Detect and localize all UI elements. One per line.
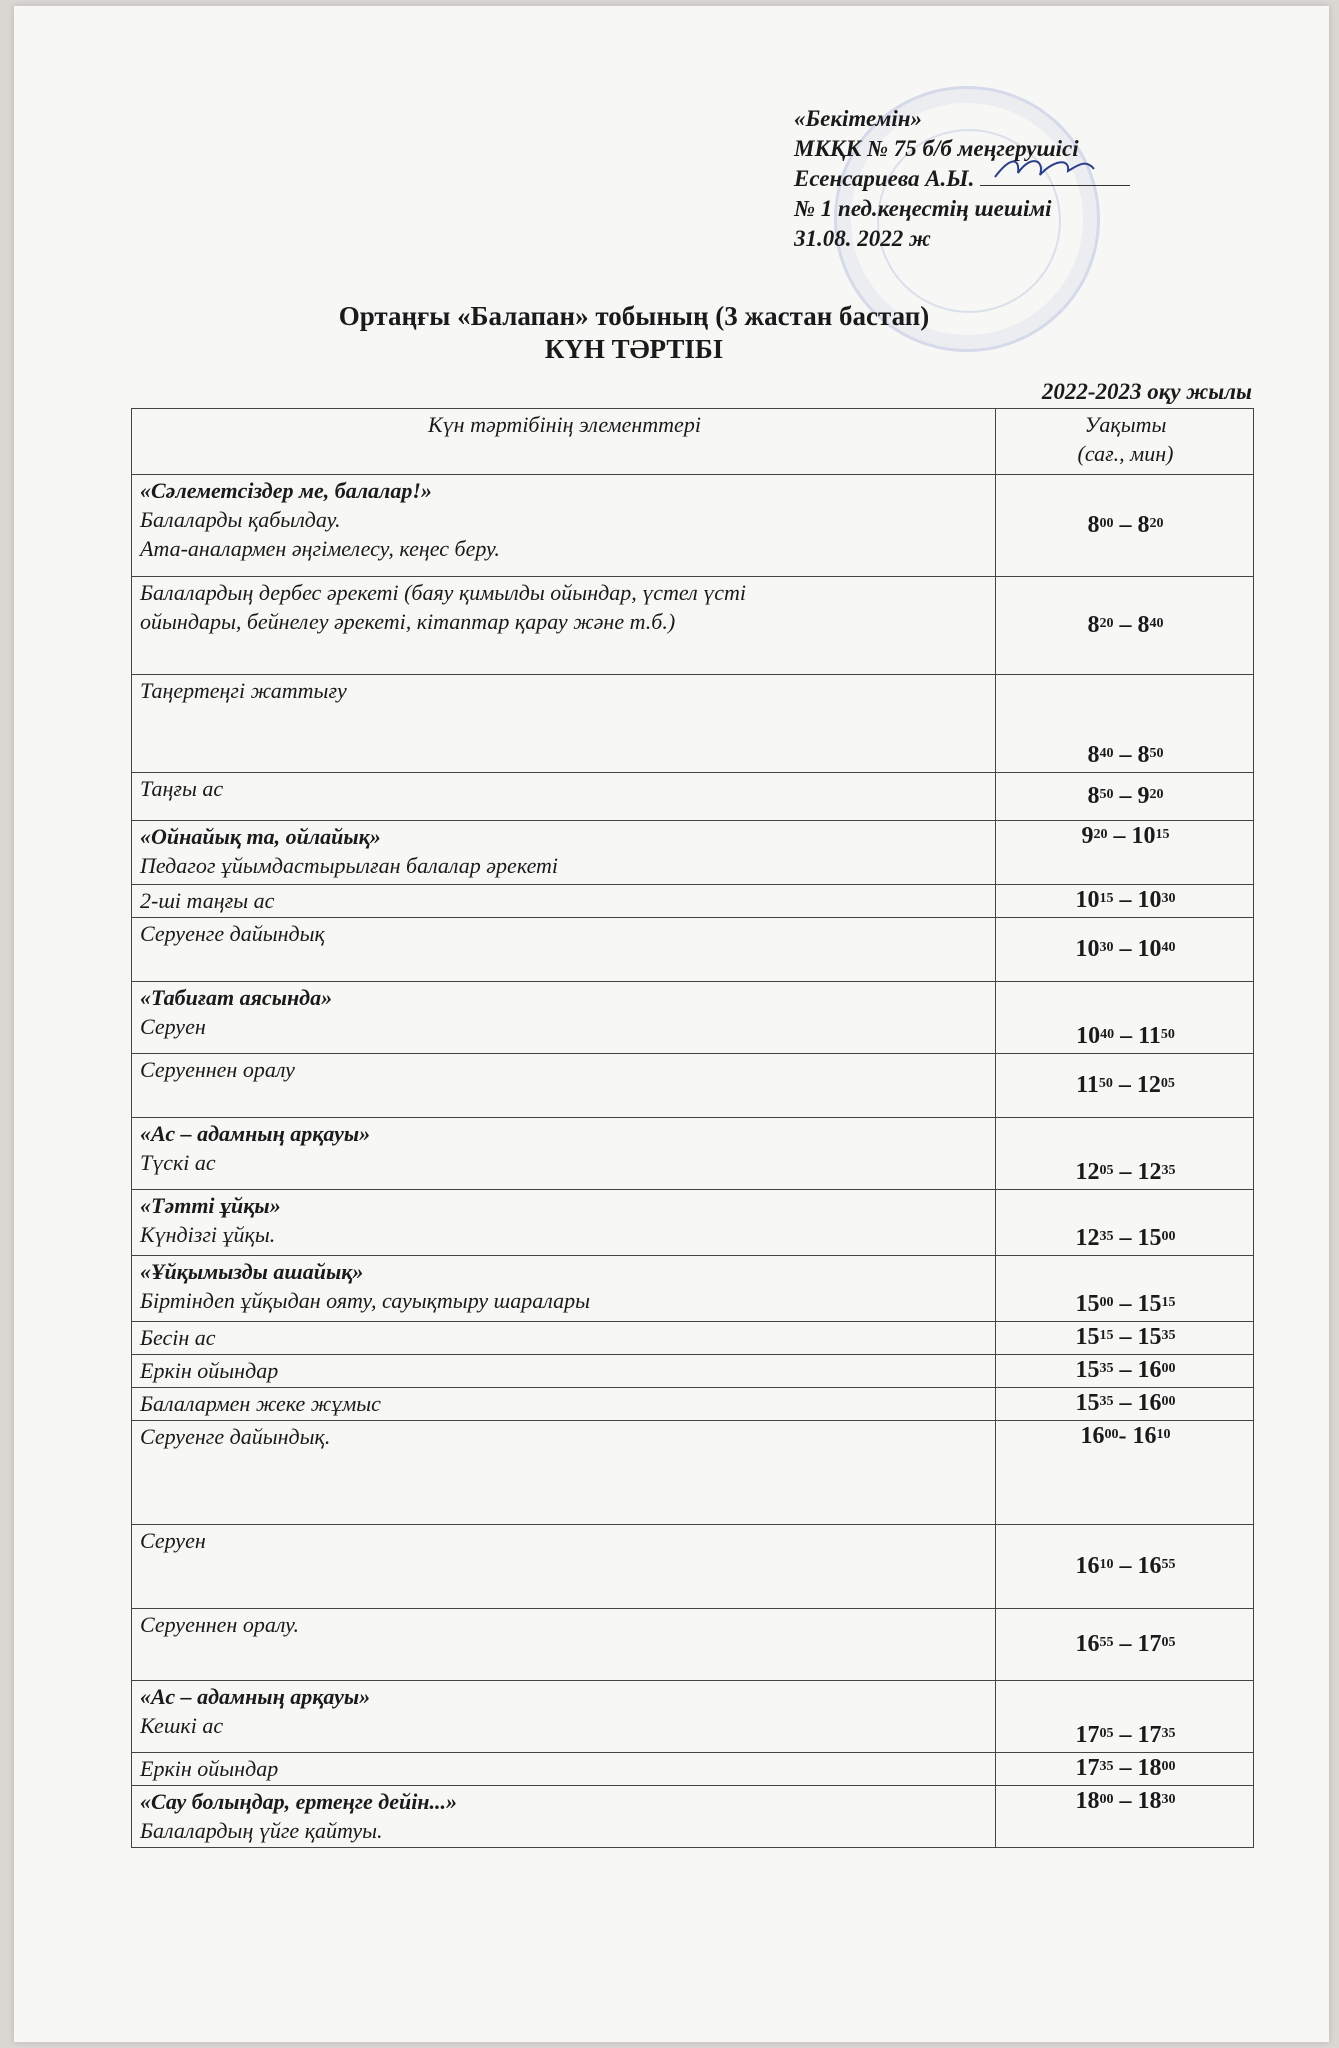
start-hour: 16 xyxy=(1080,1423,1105,1449)
time-separator: – xyxy=(1114,1023,1139,1049)
time-separator: – xyxy=(1113,511,1138,538)
end-minute: 00 xyxy=(1161,1759,1176,1774)
activity-text: Таңертеңгі жаттығу xyxy=(140,678,347,703)
activity-text: Серуенге дайындық xyxy=(140,921,325,946)
activity-heading: «Сәлеметсіздер ме, балалар!» xyxy=(140,478,432,503)
table-header-row xyxy=(132,409,1254,475)
time-separator: – xyxy=(1113,782,1138,809)
start-minute: 35 xyxy=(1099,1394,1114,1409)
end-hour: 16 xyxy=(1132,1423,1157,1449)
time-cell xyxy=(996,1786,1254,1848)
time-cell xyxy=(996,475,1254,577)
time-cell xyxy=(996,1681,1254,1753)
header-time-label: Уақыты xyxy=(1084,412,1167,437)
time-cell xyxy=(996,1118,1254,1190)
start-hour: 12 xyxy=(1075,1159,1100,1185)
time-cell xyxy=(996,918,1254,982)
activity-heading: «Ұйқымызды ашайық» xyxy=(140,1259,364,1284)
time-cell xyxy=(996,821,1254,885)
start-minute: 05 xyxy=(1099,1726,1114,1741)
end-hour: 12 xyxy=(1136,1071,1161,1098)
time-separator: – xyxy=(1113,742,1138,768)
start-hour: 12 xyxy=(1075,1225,1100,1251)
activity-text: Еркін ойындар xyxy=(140,1358,279,1383)
end-hour: 15 xyxy=(1137,1225,1162,1251)
start-hour: 18 xyxy=(1075,1788,1100,1814)
table-row xyxy=(132,1421,1254,1525)
activity-text: Балаларды қабылдау. xyxy=(140,507,341,532)
end-minute: 20 xyxy=(1149,786,1164,802)
activity-text: Серуеннен оралу. xyxy=(140,1612,300,1637)
time-cell xyxy=(996,1753,1254,1786)
table-row xyxy=(132,1681,1254,1753)
end-hour: 17 xyxy=(1137,1630,1162,1657)
end-hour: 18 xyxy=(1137,1788,1162,1814)
end-minute: 30 xyxy=(1161,891,1176,906)
activity-cell xyxy=(132,1786,996,1848)
end-minute: 50 xyxy=(1160,1027,1175,1042)
end-hour: 15 xyxy=(1137,1324,1162,1350)
time-separator: – xyxy=(1113,1788,1138,1814)
activity-cell xyxy=(132,675,996,773)
start-minute: 40 xyxy=(1100,1027,1115,1042)
document-page xyxy=(14,6,1329,2042)
time-cell xyxy=(996,1388,1254,1421)
activity-cell xyxy=(132,1054,996,1118)
start-hour: 17 xyxy=(1075,1722,1100,1748)
activity-text: Біртіндеп ұйқыдан ояту, сауықтыру шаралары xyxy=(140,1288,591,1313)
table-row xyxy=(132,885,1254,918)
activity-text: Кешкі ас xyxy=(140,1713,224,1738)
start-hour: 15 xyxy=(1075,1357,1100,1383)
activity-text: Серуен xyxy=(140,1014,206,1039)
activity-cell xyxy=(132,918,996,982)
time-separator: – xyxy=(1112,1071,1137,1098)
title-group: Ортаңғы «Балапан» тобының (3 жастан бастап) xyxy=(338,301,930,331)
table-row xyxy=(132,1054,1254,1118)
activity-cell xyxy=(132,577,996,675)
start-minute: 00 xyxy=(1099,1295,1114,1310)
start-hour: 10 xyxy=(1076,1023,1101,1049)
time-separator: – xyxy=(1113,1159,1138,1185)
activity-cell xyxy=(132,773,996,821)
time-separator: – xyxy=(1113,1225,1138,1251)
time-cell xyxy=(996,1609,1254,1681)
end-minute: 20 xyxy=(1149,515,1164,531)
time-cell xyxy=(996,577,1254,675)
end-hour: 8 xyxy=(1137,611,1150,638)
table-row xyxy=(132,1609,1254,1681)
end-hour: 17 xyxy=(1137,1722,1162,1748)
end-minute: 15 xyxy=(1155,827,1170,842)
activity-cell xyxy=(132,1355,996,1388)
end-hour: 8 xyxy=(1137,742,1150,768)
start-minute: 15 xyxy=(1099,1328,1114,1343)
time-separator: – xyxy=(1113,611,1138,638)
time-cell xyxy=(996,1322,1254,1355)
end-minute: 00 xyxy=(1161,1361,1176,1376)
time-cell xyxy=(996,1355,1254,1388)
activity-text: Түскі ас xyxy=(140,1150,216,1175)
time-separator: – xyxy=(1107,823,1132,849)
activity-cell xyxy=(132,1256,996,1322)
approval-position: МКҚК № 75 б/б меңгерушісі xyxy=(794,136,1079,161)
start-minute: 35 xyxy=(1099,1361,1114,1376)
start-minute: 35 xyxy=(1099,1759,1114,1774)
time-separator: – xyxy=(1113,1390,1138,1416)
activity-cell xyxy=(132,1322,996,1355)
end-minute: 55 xyxy=(1161,1556,1176,1572)
activity-text: Балалардың дербес әрекеті (баяу қимылды ойындар, үстел үсті xyxy=(140,580,746,605)
header-time xyxy=(996,409,1254,475)
time-separator: – xyxy=(1113,1291,1138,1317)
activity-cell xyxy=(132,475,996,577)
time-cell xyxy=(996,1525,1254,1609)
activity-text: Ата-аналармен әңгімелесу, кеңес беру. xyxy=(140,536,500,561)
end-minute: 30 xyxy=(1161,1792,1176,1807)
table-row xyxy=(132,675,1254,773)
activity-text: 2-ші таңғы ас xyxy=(140,888,275,913)
end-hour: 16 xyxy=(1137,1390,1162,1416)
time-cell xyxy=(996,885,1254,918)
start-hour: 8 xyxy=(1087,611,1100,638)
table-row xyxy=(132,1786,1254,1848)
time-separator: – xyxy=(1113,1324,1138,1350)
activity-text: Бесін ас xyxy=(140,1325,216,1350)
start-hour: 17 xyxy=(1075,1755,1100,1781)
start-minute: 00 xyxy=(1099,515,1114,531)
activity-heading: «Ас – адамның арқауы» xyxy=(140,1121,371,1146)
approval-signer xyxy=(794,164,1214,194)
start-minute: 55 xyxy=(1099,1634,1114,1650)
approval-block xyxy=(794,104,1214,254)
start-minute: 50 xyxy=(1099,786,1114,802)
activity-heading: «Ас – адамның арқауы» xyxy=(140,1684,371,1709)
activity-text: Таңғы ас xyxy=(140,776,224,801)
document-title xyxy=(124,300,1144,366)
start-hour: 10 xyxy=(1075,887,1100,913)
start-hour: 9 xyxy=(1081,823,1094,849)
time-separator: – xyxy=(1113,887,1138,913)
end-hour: 15 xyxy=(1137,1291,1162,1317)
activity-text: Балалардың үйге қайтуы. xyxy=(140,1818,383,1843)
table-row xyxy=(132,918,1254,982)
table-row xyxy=(132,1753,1254,1786)
activity-text: Серуеннен оралу xyxy=(140,1057,295,1082)
activity-heading: «Сау болыңдар, ертеңге дейін...» xyxy=(140,1789,458,1814)
time-cell xyxy=(996,1054,1254,1118)
start-hour: 15 xyxy=(1075,1324,1100,1350)
signer-name: Есенсариева А.Ы. xyxy=(794,166,975,191)
activity-text: Серуен xyxy=(140,1528,206,1553)
end-minute: 00 xyxy=(1161,1229,1176,1244)
end-minute: 05 xyxy=(1160,1075,1175,1091)
table-row xyxy=(132,982,1254,1054)
time-separator: – xyxy=(1113,1357,1138,1383)
start-minute: 30 xyxy=(1099,939,1114,955)
activity-cell xyxy=(132,1681,996,1753)
table-row xyxy=(132,577,1254,675)
end-hour: 12 xyxy=(1137,1159,1162,1185)
time-cell xyxy=(996,675,1254,773)
title-daily-routine: КҮН ТӘРТІБІ xyxy=(544,334,724,364)
activity-text: Серуенге дайындық. xyxy=(140,1424,331,1449)
end-minute: 40 xyxy=(1161,939,1176,955)
signature xyxy=(980,165,1130,186)
end-hour: 10 xyxy=(1137,935,1162,962)
time-separator: – xyxy=(1113,1552,1138,1579)
signature-scribble xyxy=(990,155,1140,183)
end-hour: 18 xyxy=(1137,1755,1162,1781)
start-minute: 20 xyxy=(1099,615,1114,631)
end-minute: 15 xyxy=(1161,1295,1176,1310)
end-minute: 35 xyxy=(1161,1726,1176,1741)
activity-cell xyxy=(132,885,996,918)
start-hour: 8 xyxy=(1087,511,1100,538)
end-minute: 50 xyxy=(1149,746,1164,761)
end-hour: 8 xyxy=(1137,511,1150,538)
time-cell xyxy=(996,982,1254,1054)
activity-heading: «Тәтті ұйқы» xyxy=(140,1193,281,1218)
activity-cell xyxy=(132,1190,996,1256)
start-minute: 15 xyxy=(1099,891,1114,906)
start-hour: 8 xyxy=(1087,742,1100,768)
activity-cell xyxy=(132,982,996,1054)
activity-text: Педагог ұйымдастырылған балалар әрекеті xyxy=(140,853,559,878)
end-hour: 16 xyxy=(1137,1357,1162,1383)
time-separator: - xyxy=(1118,1423,1133,1449)
approval-council-decision: № 1 пед.кеңестің шешімі xyxy=(794,196,1052,221)
activity-heading: «Табиғат аясында» xyxy=(140,985,333,1010)
table-row xyxy=(132,773,1254,821)
table-row xyxy=(132,1118,1254,1190)
end-hour: 16 xyxy=(1137,1552,1162,1579)
time-cell xyxy=(996,1421,1254,1525)
time-separator: – xyxy=(1113,1722,1138,1748)
start-hour: 10 xyxy=(1075,935,1100,962)
table-row xyxy=(132,1190,1254,1256)
time-separator: – xyxy=(1113,1755,1138,1781)
start-minute: 05 xyxy=(1099,1163,1114,1178)
activity-text: Күндізгі ұйқы. xyxy=(140,1222,276,1247)
academic-year: 2022-2023 оқу жылы xyxy=(1041,379,1252,404)
time-cell xyxy=(996,1256,1254,1322)
end-hour: 10 xyxy=(1137,887,1162,913)
activity-text: ойындары, бейнелеу әрекеті, кітаптар қарау және т.б.) xyxy=(140,609,676,634)
start-hour: 15 xyxy=(1075,1390,1100,1416)
activity-text: Еркін ойындар xyxy=(140,1756,279,1781)
end-minute: 35 xyxy=(1161,1163,1176,1178)
schedule-table xyxy=(131,408,1254,1848)
start-minute: 00 xyxy=(1104,1427,1119,1442)
end-minute: 40 xyxy=(1149,615,1164,631)
approval-heading: «Бекітемін» xyxy=(794,106,923,131)
activity-text: Балалармен жеке жұмыс xyxy=(140,1391,381,1416)
end-minute: 05 xyxy=(1161,1634,1176,1650)
end-hour: 11 xyxy=(1138,1023,1161,1049)
table-row xyxy=(132,1388,1254,1421)
activity-heading: «Ойнайық та, ойлайық» xyxy=(140,824,381,849)
end-hour: 9 xyxy=(1137,782,1150,809)
start-minute: 50 xyxy=(1098,1075,1113,1091)
start-hour: 15 xyxy=(1075,1291,1100,1317)
table-row xyxy=(132,821,1254,885)
activity-cell xyxy=(132,1388,996,1421)
end-minute: 10 xyxy=(1156,1427,1171,1442)
start-hour: 8 xyxy=(1087,782,1100,809)
table-row xyxy=(132,1355,1254,1388)
table-row xyxy=(132,1256,1254,1322)
time-cell xyxy=(996,1190,1254,1256)
start-minute: 20 xyxy=(1093,827,1108,842)
activity-cell xyxy=(132,1609,996,1681)
approval-date: 31.08. 2022 ж xyxy=(794,226,931,251)
end-minute: 00 xyxy=(1161,1394,1176,1409)
start-hour: 11 xyxy=(1076,1071,1099,1098)
table-row xyxy=(132,1525,1254,1609)
time-separator: – xyxy=(1113,1630,1138,1657)
table-row xyxy=(132,1322,1254,1355)
time-cell xyxy=(996,773,1254,821)
start-minute: 00 xyxy=(1099,1792,1114,1807)
activity-cell xyxy=(132,1753,996,1786)
table-row xyxy=(132,475,1254,577)
activity-cell xyxy=(132,1118,996,1190)
start-minute: 35 xyxy=(1099,1229,1114,1244)
start-minute: 10 xyxy=(1099,1556,1114,1572)
start-hour: 16 xyxy=(1075,1552,1100,1579)
time-separator: – xyxy=(1113,935,1138,962)
activity-cell xyxy=(132,1421,996,1525)
start-hour: 16 xyxy=(1075,1630,1100,1657)
activity-cell xyxy=(132,1525,996,1609)
end-hour: 10 xyxy=(1131,823,1156,849)
header-elements: Күн тәртібінің элементтері xyxy=(132,409,996,475)
end-minute: 35 xyxy=(1161,1328,1176,1343)
start-minute: 40 xyxy=(1099,746,1114,761)
activity-cell xyxy=(132,821,996,885)
header-time-unit: (сағ., мин) xyxy=(1077,441,1174,466)
